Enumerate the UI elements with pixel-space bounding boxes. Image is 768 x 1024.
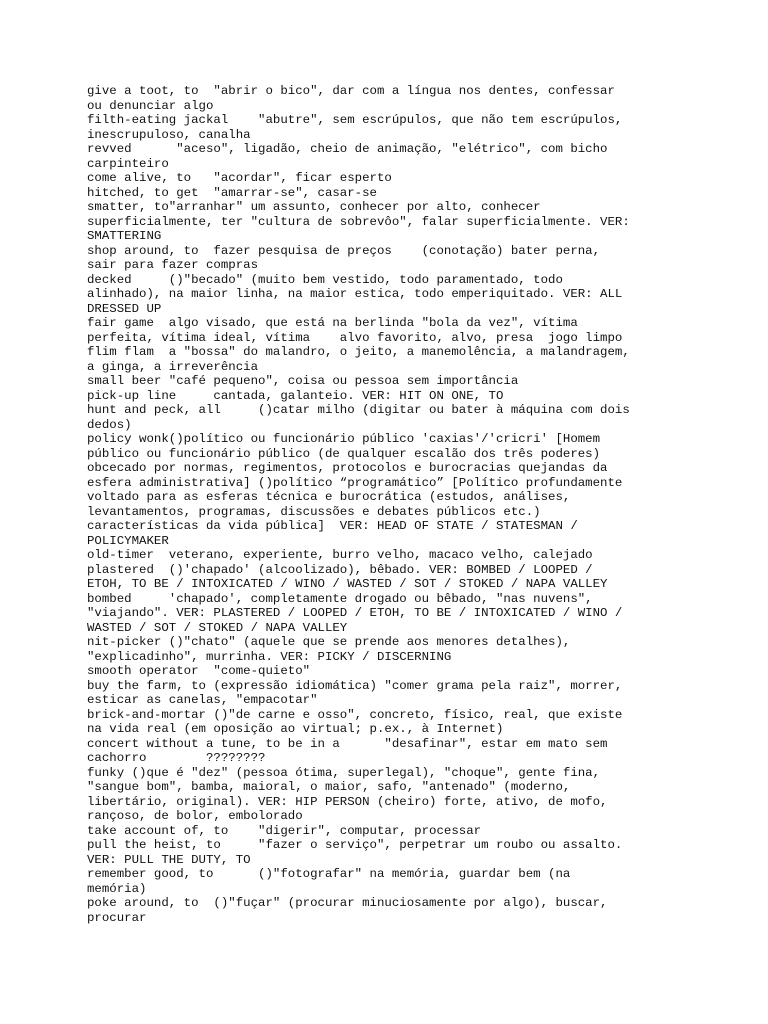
- document-line: small beer "café pequeno", coisa ou pessoa sem importância: [87, 374, 519, 388]
- document-line: a ginga, a irreverência: [87, 359, 259, 374]
- document-line: obcecado por normas, regimentos, protocolos e burocracias quejandas da: [87, 461, 608, 475]
- document-line: superficialmente, ter "cultura de sobrevôo", falar superficialmente. VER:: [87, 214, 630, 229]
- document-line: flim flam a "bossa" do malandro, o jeito, a manemolência, a malandragem,: [87, 345, 630, 359]
- document-line: buy the farm, to (expressão idiomática) "comer grama pela raiz", morrer,: [87, 678, 623, 693]
- document-line: concert without a tune, to be in a "desafinar", estar em mato sem: [87, 736, 608, 751]
- document-line: shop around, to fazer pesquisa de preços (conotação) bater perna,: [87, 243, 601, 258]
- document-line: carpinteiro: [87, 156, 169, 171]
- document-line: give a toot, to "abrir o bico", dar com a língua nos dentes, confessar: [87, 84, 615, 98]
- document-line: pull the heist, to "fazer o serviço", perpetrar um roubo ou assalto.: [87, 838, 623, 852]
- document-line: procurar: [87, 910, 147, 925]
- document-line: nit-picker ()"chato" (aquele que se prende aos menores detalhes),: [87, 635, 571, 649]
- document-line: voltado para as esferas técnica e burocrática (estudos, análises,: [87, 490, 571, 504]
- document-line: come alive, to "acordar", ficar esperto: [87, 171, 392, 185]
- document-line: funky ()que é "dez" (pessoa ótima, superlegal), "choque", gente fina,: [87, 765, 601, 780]
- document-line: ETOH, TO BE / INTOXICATED / WINO / WASTED / SOT / STOKED / NAPA VALLEY: [87, 577, 608, 591]
- document-line: características da vida pública] VER: HEAD OF STATE / STATESMAN /: [87, 519, 578, 533]
- document-line: poke around, to ()"fuçar" (procurar minuciosamente por algo), buscar,: [87, 896, 608, 910]
- document-line: old-timer veterano, experiente, burro velho, macaco velho, calejado: [87, 548, 593, 562]
- document-line: esfera administrativa] ()político “programático” [Político profundamente: [87, 475, 623, 490]
- document-line: hitched, to get "amarrar-se", casar-se: [87, 185, 377, 200]
- document-line: libertário, original). VER: HIP PERSON (cheiro) forte, ativo, de mofo,: [87, 794, 608, 809]
- document-line: pick-up line cantada, galanteio. VER: HIT ON ONE, TO: [87, 388, 504, 403]
- document-line: VER: PULL THE DUTY, TO: [87, 852, 251, 867]
- document-page: [87, 84, 687, 925]
- document-line: fair game algo visado, que está na berlinda "bola da vez", vítima: [87, 316, 578, 330]
- document-line: policy wonk()político ou funcionário público 'caxias'/'cricri' [Homem: [87, 432, 601, 446]
- document-line: DRESSED UP: [87, 301, 162, 316]
- document-line: ou denunciar algo: [87, 98, 214, 113]
- document-line: levantamentos, programas, discussões e debates públicos etc.): [87, 504, 541, 519]
- document-line: bombed 'chapado', completamente drogado ou bêbado, "nas nuvens",: [87, 591, 593, 606]
- document-line: brick-and-mortar ()"de carne e osso", concreto, físico, real, que existe: [87, 707, 623, 722]
- document-line: smatter, to"arranhar" um assunto, conhecer por alto, conhecer: [87, 200, 541, 214]
- document-line: público ou funcionário público (de qualquer escalão dos três poderes): [87, 446, 601, 461]
- document-line: esticar as canelas, "empacotar": [87, 693, 318, 707]
- document-line: plastered ()'chapado' (alcoolizado), bêbado. VER: BOMBED / LOOPED /: [87, 562, 593, 577]
- document-line: hunt and peck, all ()catar milho (digitar ou bater à máquina com dois: [87, 403, 630, 417]
- document-line: alinhado), na maior linha, na maior estica, todo emperiquitado. VER: ALL: [87, 287, 623, 301]
- document-line: cachorro ????????: [87, 751, 266, 765]
- document-line: "explicadinho", murrinha. VER: PICKY / DISCERNING: [87, 649, 452, 664]
- document-line: smooth operator "come-quieto": [87, 664, 311, 678]
- document-line: na vida real (em oposição ao virtual; p.ex., à Internet): [87, 722, 504, 736]
- document-line: dedos): [87, 417, 132, 432]
- document-line: POLICYMAKER: [87, 533, 169, 548]
- document-line: perfeita, vítima ideal, vítima alvo favorito, alvo, presa jogo limpo: [87, 330, 623, 345]
- document-line: "viajando". VER: PLASTERED / LOOPED / ETOH, TO BE / INTOXICATED / WINO /: [87, 606, 623, 620]
- document-line: take account of, to "digerir", computar, processar: [87, 823, 482, 838]
- document-line: WASTED / SOT / STOKED / NAPA VALLEY: [87, 620, 348, 635]
- document-line: revved "aceso", ligadão, cheio de animação, "elétrico", com bicho: [87, 142, 608, 156]
- document-line: inescrupuloso, canalha: [87, 127, 251, 142]
- document-line: remember good, to ()"fotografar" na memória, guardar bem (na: [87, 867, 571, 881]
- document-line: sair para fazer compras: [87, 258, 259, 272]
- document-line: SMATTERING: [87, 229, 162, 243]
- document-line: filth-eating jackal "abutre", sem escrúpulos, que não tem escrúpulos,: [87, 113, 623, 127]
- document-line: memória): [87, 881, 147, 896]
- document-line: "sangue bom", bamba, maioral, o maior, safo, "antenado" (moderno,: [87, 780, 571, 794]
- document-line: decked ()"becado" (muito bem vestido, todo paramentado, todo: [87, 272, 563, 287]
- document-line: rançoso, de bolor, embolorado: [87, 809, 303, 823]
